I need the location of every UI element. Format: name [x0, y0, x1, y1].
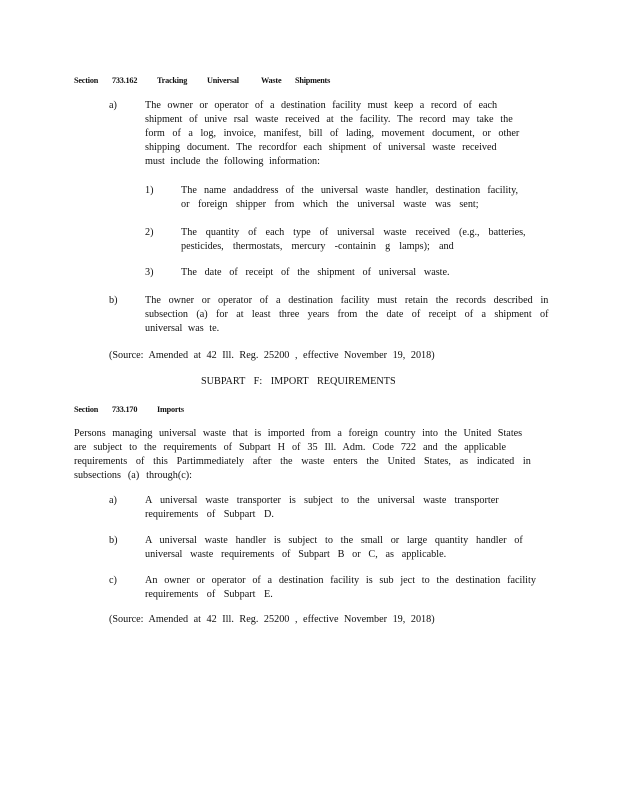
- text-line: shipping document. The recordfor each shipment of universal waste received: [145, 142, 497, 153]
- text-line: The owner or operator of a destination facility must keep a record of each: [145, 100, 498, 111]
- text-line: universal was te.: [145, 323, 220, 334]
- section-title-word: Tracking: [157, 76, 188, 85]
- text-line: The owner or operator of a destination facility must retain the records described in: [145, 295, 549, 306]
- section-label: Section: [74, 405, 99, 414]
- subpart-heading: SUBPART F: IMPORT REQUIREMENTS: [201, 376, 396, 387]
- item-marker: 2): [145, 227, 154, 238]
- text-line: universal waste requirements of Subpart B or C, as applicable.: [145, 549, 447, 560]
- section-number: 733.170: [112, 405, 138, 414]
- text-line: requirements of Subpart D.: [145, 509, 274, 520]
- section-heading-733-170: [74, 403, 184, 417]
- subsection-a3-text: [181, 266, 461, 280]
- text-line: pesticides, thermostats, mercury -containin g lamps); and: [181, 241, 454, 252]
- text-line: The name andaddress of the universal waste handler, destination facility,: [181, 185, 519, 196]
- text-line: Persons managing universal waste that is imported from a foreign country into the United States: [74, 428, 523, 439]
- text-line: subsections (a) through(c):: [74, 470, 193, 481]
- item-marker: a): [109, 100, 117, 111]
- imports-c-text: [145, 574, 535, 602]
- section-title-word: Imports: [157, 405, 184, 414]
- section-heading-733-162: [74, 74, 330, 88]
- text-line: A universal waste transporter is subject to the universal waste transporter: [145, 495, 499, 506]
- subsection-a-text: [145, 99, 520, 169]
- subsection-a2-text: [181, 226, 526, 254]
- text-line: or foreign shipper from which the universal waste was sent;: [181, 199, 479, 210]
- imports-intro-text: [74, 427, 534, 483]
- text-line: form of a log, invoice, manifest, bill of lading, movement document, or other: [145, 128, 520, 139]
- item-marker: 3): [145, 267, 154, 278]
- item-marker: b): [109, 295, 118, 306]
- text-line: The date of receipt of the shipment of universal waste.: [181, 267, 450, 278]
- section-title-word: Waste: [261, 76, 282, 85]
- text-line: are subject to the requirements of Subpart H of 35 Ill. Adm. Code 722 and the applicable: [74, 442, 506, 453]
- item-marker: 1): [145, 185, 154, 196]
- item-marker: b): [109, 535, 118, 546]
- text-line: shipment of unive rsal waste received at the facility. The record may take the: [145, 114, 513, 125]
- item-marker: a): [109, 495, 117, 506]
- text-line: An owner or operator of a destination facility is sub ject to the destination facility: [145, 575, 536, 586]
- text-line: The quantity of each type of universal waste received (e.g., batteries,: [181, 227, 526, 238]
- subsection-a1-text: [181, 184, 531, 212]
- text-line: requirements of this Partimmediately after the waste enters the United States, as indicated in: [74, 456, 531, 467]
- section-title-word: Shipments: [295, 76, 331, 85]
- imports-b-text: [145, 534, 523, 562]
- text-line: requirements of Subpart E.: [145, 589, 273, 600]
- source-note: (Source: Amended at 42 Ill. Reg. 25200 , effective November 19, 2018): [109, 614, 435, 625]
- text-line: must include the following information:: [145, 156, 320, 167]
- text-line: subsection (a) for at least three years from the date of receipt of a shipment of: [145, 309, 549, 320]
- subsection-b-text: [145, 294, 549, 336]
- section-title-word: Universal: [207, 76, 239, 85]
- item-marker: c): [109, 575, 117, 586]
- imports-a-text: [145, 494, 505, 522]
- section-number: 733.162: [112, 76, 138, 85]
- source-note: (Source: Amended at 42 Ill. Reg. 25200 , effective November 19, 2018): [109, 350, 435, 361]
- text-line: A universal waste handler is subject to the small or large quantity handler of: [145, 535, 523, 546]
- section-label: Section: [74, 76, 99, 85]
